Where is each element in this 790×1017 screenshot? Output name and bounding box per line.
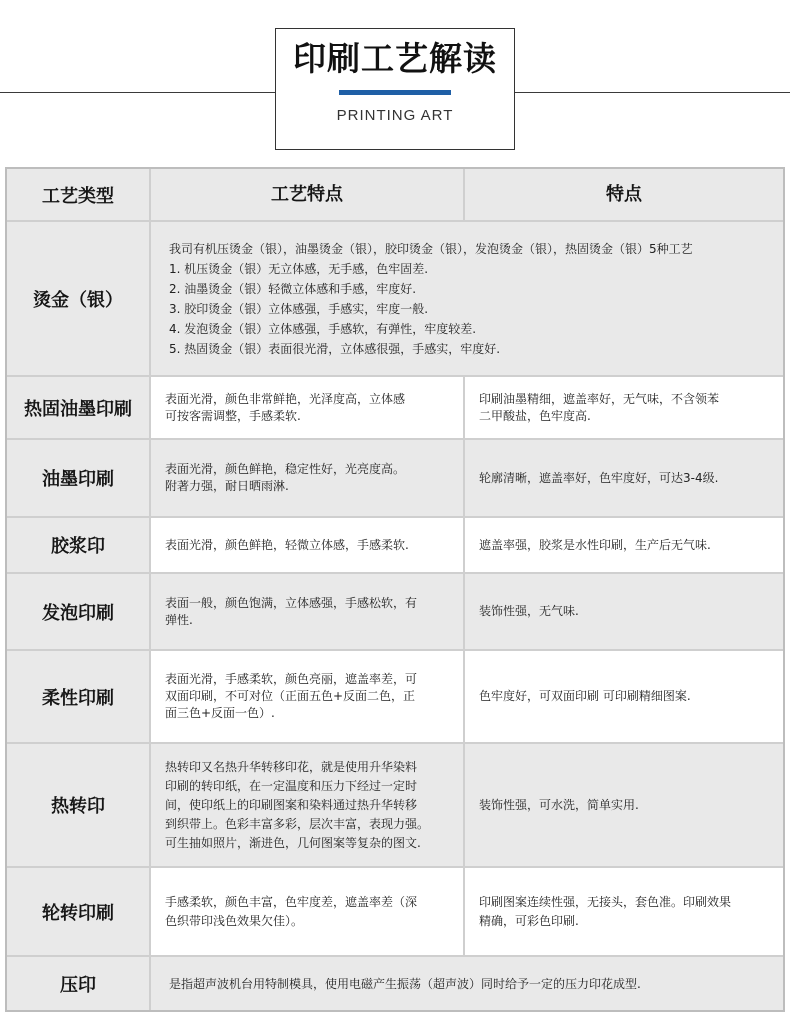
table-row-heat-transfer: [7, 742, 783, 866]
row-process: 热转印又名热升华转移印花，就是使用升华染料 印刷的转印纸，在一定温度和压力下经过一定时 间，使印纸上的印刷图案和染料通过热升华转移 到织带上。色彩丰富多彩，层次丰富，表现力强。 可生抽如照片，渐进色，几何图案等复杂的图文.: [149, 744, 463, 866]
row-type-label: 胶浆印: [7, 518, 149, 572]
row-type-label: 轮转印刷: [7, 868, 149, 955]
row-process: 手感柔软，颜色丰富，色牢度差，遮盖率差（深 色织带印浅色效果欠佳）。: [149, 868, 463, 955]
column-header-process: 工艺特点: [149, 169, 463, 220]
row-features: 装饰性强，无气味.: [463, 574, 783, 649]
table-row-foam-printing: [7, 572, 783, 649]
row-process: 表面光滑，手感柔软，颜色亮丽，遮盖率差，可 双面印刷，不可对位（正面五色+反面二色，正 面三色+反面一色）.: [149, 651, 463, 742]
table-row-thermoset-ink: [7, 375, 783, 438]
row-process: 表面光滑，颜色非常鲜艳，光泽度高，立体感 可按客需调整，手感柔软.: [149, 377, 463, 438]
row-process: 表面一般，颜色饱满，立体感强，手感松软，有 弹性.: [149, 574, 463, 649]
table-row-glue-print: [7, 516, 783, 572]
row-features: 轮廓清晰，遮盖率好，色牢度好，可达3-4级.: [463, 440, 783, 516]
row-features: 色牢度好，可双面印刷 可印刷精细图案.: [463, 651, 783, 742]
table-row-flexo-printing: [7, 649, 783, 742]
column-header-type: 工艺类型: [7, 169, 149, 220]
row-type-label: 柔性印刷: [7, 651, 149, 742]
table-row-embossing: [7, 955, 783, 1010]
detail-line: 3. 胶印烫金（银）立体感强，手感实，牢度一般.: [169, 301, 429, 316]
row-type-label: 发泡印刷: [7, 574, 149, 649]
detail-line: 1. 机压烫金（银）无立体感，无手感，色牢固差.: [169, 261, 429, 276]
table-row-hot-stamping: [7, 220, 783, 375]
column-header-features: 特点: [463, 169, 783, 220]
detail-line: 是指超声波机台用特制模具，使用电磁产生振荡（超声波）同时给予一定的压力印花成型.: [169, 976, 641, 991]
title-frame: [275, 28, 515, 150]
row-details: [149, 957, 783, 1010]
row-features: 印刷油墨精细，遮盖率好，无气味，不含领苯 二甲酸盐，色牢度高.: [463, 377, 783, 438]
row-process: 表面光滑，颜色鲜艳，稳定性好，光亮度高。 附著力强，耐日晒雨淋.: [149, 440, 463, 516]
row-type-label: 烫金（银）: [7, 222, 149, 375]
detail-line: 4. 发泡烫金（银）立体感强，手感软，有弹性，牢度较差.: [169, 321, 477, 336]
row-process: 表面光滑，颜色鲜艳，轻微立体感，手感柔软.: [149, 518, 463, 572]
row-type-label: 油墨印刷: [7, 440, 149, 516]
row-features: 印刷图案连续性强，无接头，套色准。印刷效果 精确，可彩色印刷.: [463, 868, 783, 955]
table-header-row: [7, 169, 783, 220]
row-type-label: 热转印: [7, 744, 149, 866]
row-type-label: 压印: [7, 957, 149, 1010]
row-type-label: 热固油墨印刷: [7, 377, 149, 438]
table-row-ink-printing: [7, 438, 783, 516]
table-row-rotary-printing: [7, 866, 783, 955]
row-features: 装饰性强，可水洗，简单实用.: [463, 744, 783, 866]
title-accent-bar: [339, 90, 451, 95]
page-subtitle: PRINTING ART: [336, 107, 454, 124]
detail-line: 5. 热固烫金（银）表面很光滑，立体感很强，手感实，牢度好.: [169, 341, 501, 356]
row-details: [149, 222, 783, 375]
row-features: 遮盖率强，胶浆是水性印刷，生产后无气味.: [463, 518, 783, 572]
detail-line: 我司有机压烫金（银），油墨烫金（银），胶印烫金（银），发泡烫金（银），热固烫金（银）5种工艺: [169, 241, 693, 256]
printing-process-table: [5, 167, 785, 1012]
page-title: 印刷工艺解读: [293, 39, 497, 78]
detail-line: 2. 油墨烫金（银）轻微立体感和手感，牢度好.: [169, 281, 417, 296]
